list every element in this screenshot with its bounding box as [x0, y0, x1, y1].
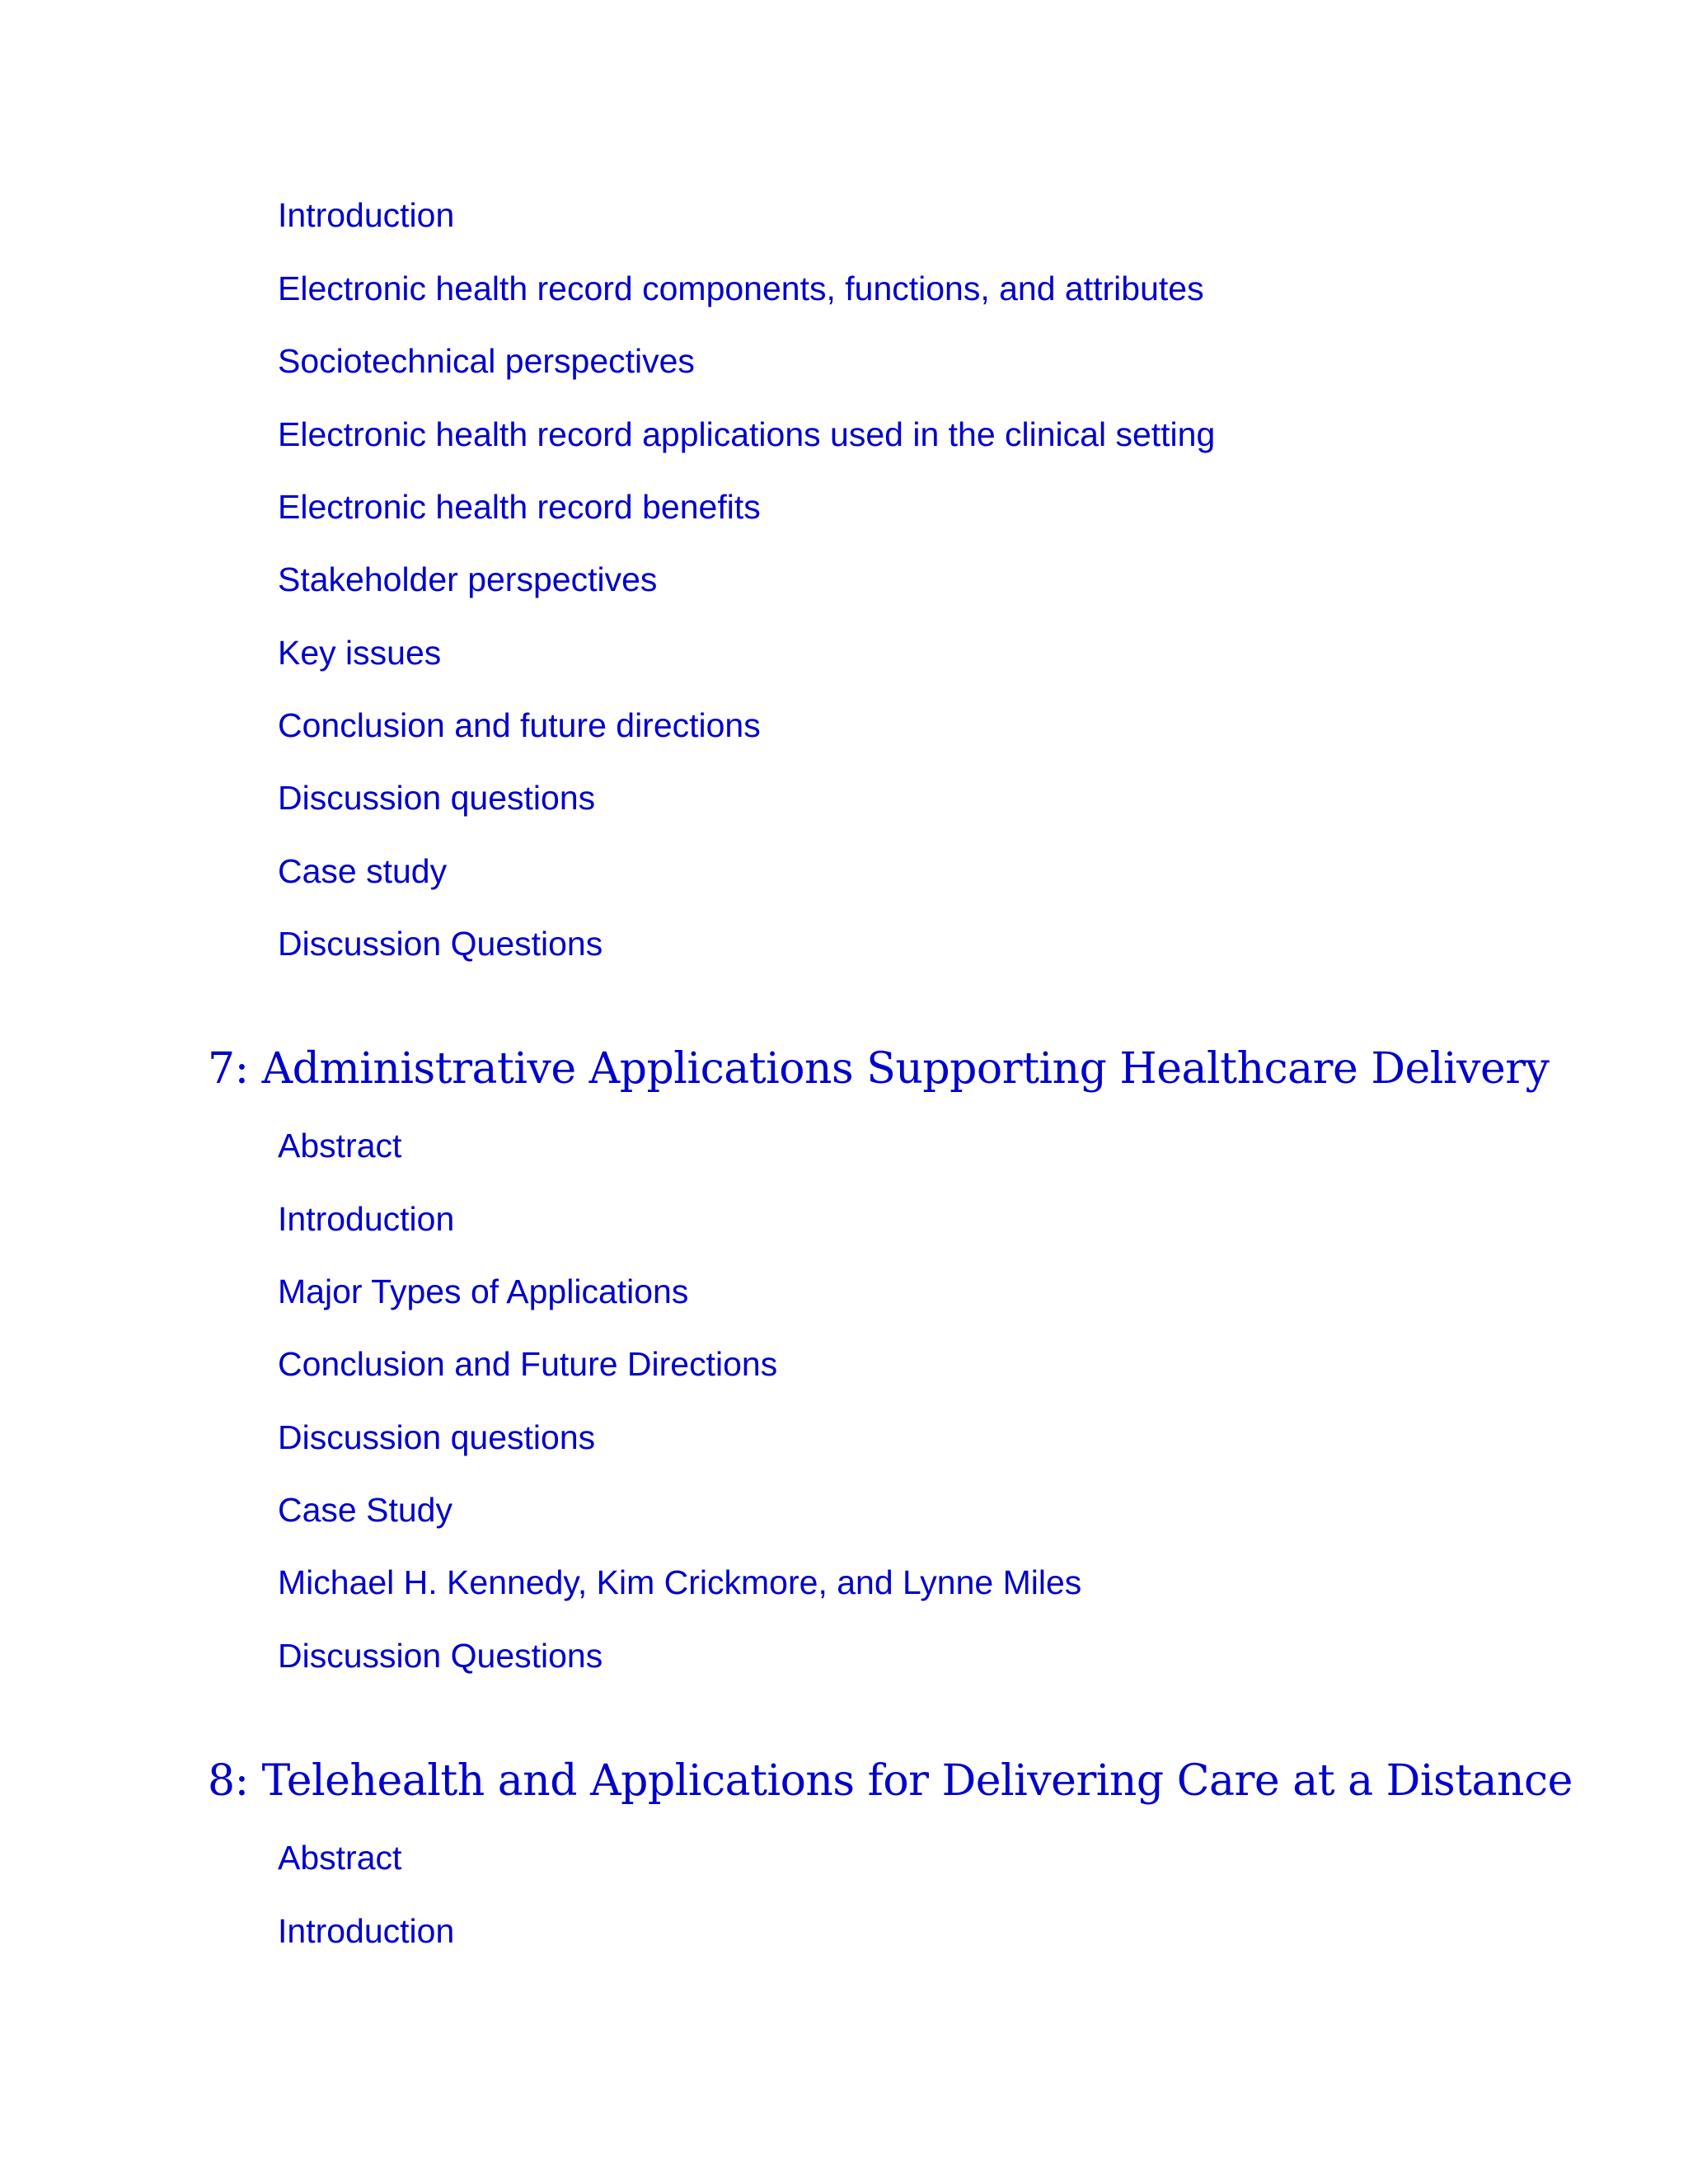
toc-item-key-issues[interactable]: Key issues: [278, 634, 442, 672]
chapter-8-heading[interactable]: 8: Telehealth and Applications for Delivering Care at a Distance: [208, 1756, 1573, 1806]
toc-item-stakeholder-perspectives[interactable]: Stakeholder perspectives: [278, 560, 658, 598]
toc-item-ch7-case-authors[interactable]: Michael H. Kennedy, Kim Crickmore, and Lynne Miles: [278, 1563, 1082, 1601]
toc-item-introduction[interactable]: Introduction: [278, 196, 455, 234]
toc-item-ch7-introduction[interactable]: Introduction: [278, 1200, 455, 1238]
toc-item-ehr-applications-clinical[interactable]: Electronic health record applications used in the clinical setting: [278, 415, 1216, 453]
toc-item-ehr-benefits[interactable]: Electronic health record benefits: [278, 488, 761, 526]
toc-item-ch7-case-study[interactable]: Case Study: [278, 1491, 452, 1529]
chapter-7-heading[interactable]: 7: Administrative Applications Supporting Healthcare Delivery: [208, 1044, 1550, 1094]
toc-item-discussion-questions-case[interactable]: Discussion Questions: [278, 925, 603, 963]
toc-item-ch7-conclusion[interactable]: Conclusion and Future Directions: [278, 1345, 778, 1383]
toc-item-conclusion-future-directions[interactable]: Conclusion and future directions: [278, 706, 761, 744]
toc-item-ehr-components[interactable]: Electronic health record components, functions, and attributes: [278, 269, 1204, 307]
toc-item-ch7-major-types[interactable]: Major Types of Applications: [278, 1272, 689, 1310]
toc-item-ch8-introduction[interactable]: Introduction: [278, 1912, 455, 1950]
toc-item-discussion-questions[interactable]: Discussion questions: [278, 779, 596, 817]
toc-item-ch8-abstract[interactable]: Abstract: [278, 1839, 402, 1877]
toc-item-case-study[interactable]: Case study: [278, 852, 448, 890]
toc-item-ch7-discussion-questions-case[interactable]: Discussion Questions: [278, 1637, 603, 1675]
toc-item-ch7-abstract[interactable]: Abstract: [278, 1127, 402, 1165]
toc-item-sociotechnical-perspectives[interactable]: Sociotechnical perspectives: [278, 342, 695, 380]
toc-item-ch7-discussion-questions[interactable]: Discussion questions: [278, 1418, 596, 1456]
